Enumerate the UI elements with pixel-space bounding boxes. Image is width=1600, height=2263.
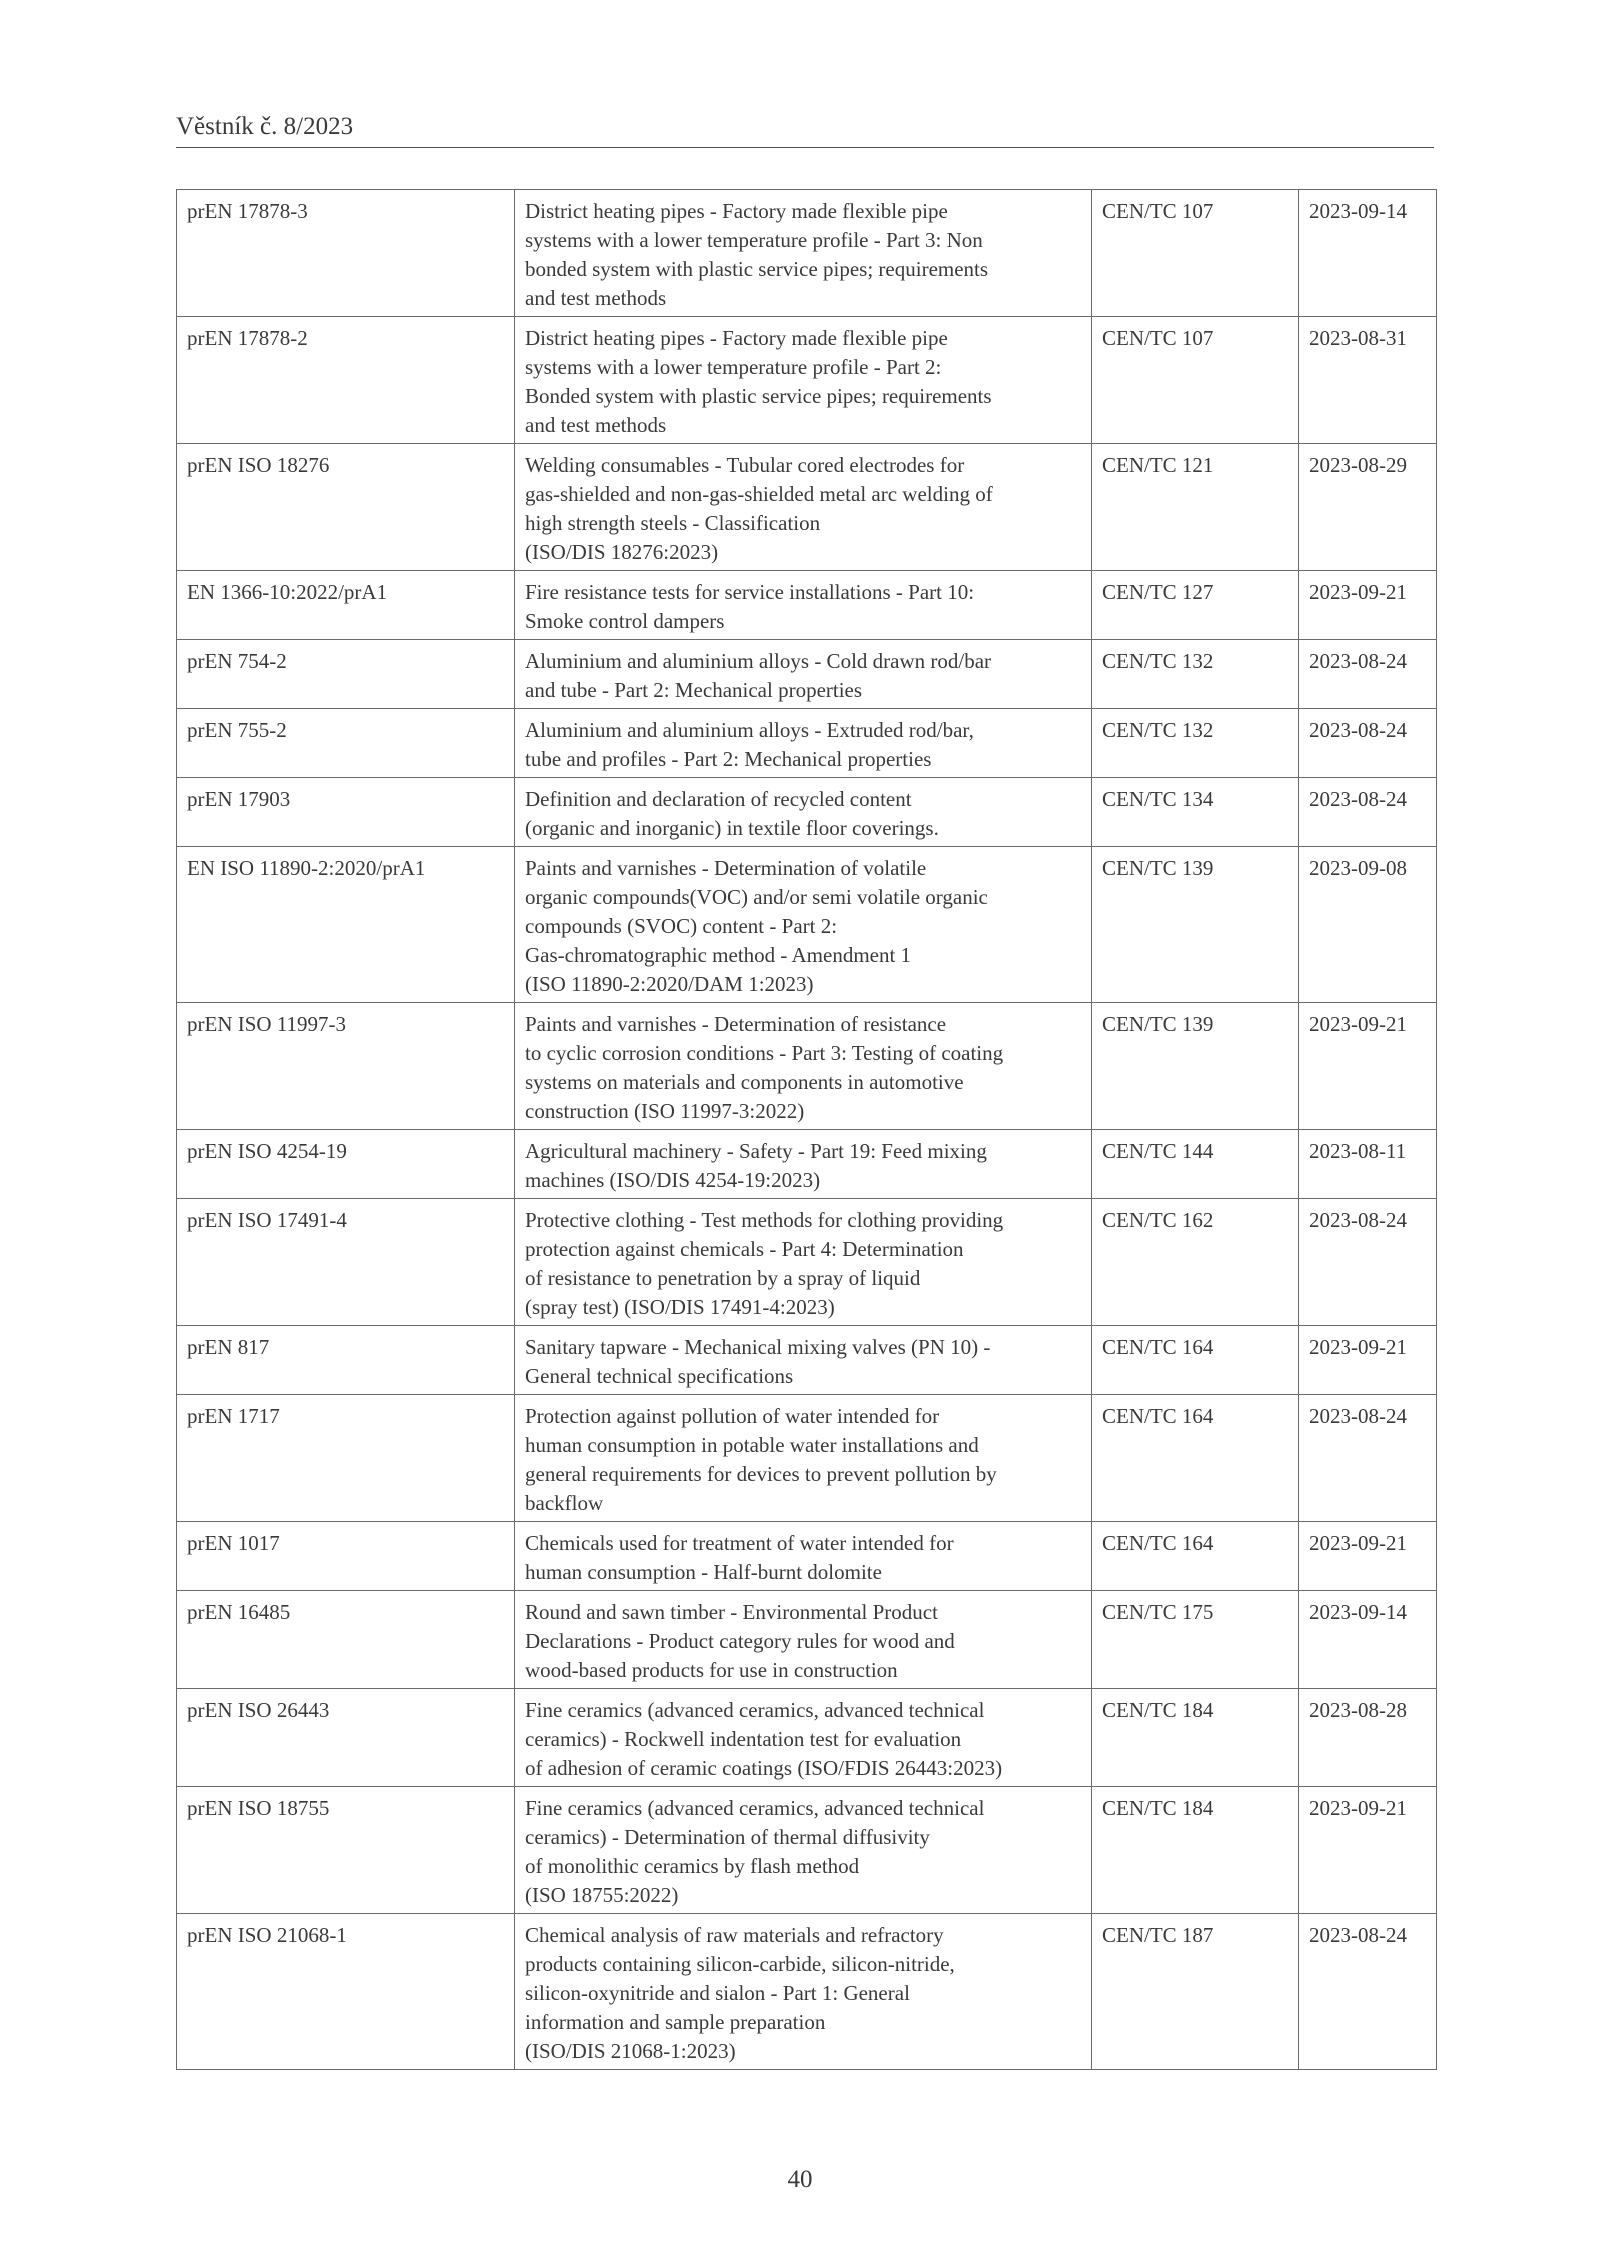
standard-title-line: human consumption - Half-burnt dolomite — [525, 1560, 882, 1584]
standard-title-line: of monolithic ceramics by flash method — [525, 1854, 860, 1878]
standard-title-cell — [515, 1914, 1092, 2070]
standard-title-cell — [515, 1326, 1092, 1395]
standard-title-line: Gas-chromatographic method - Amendment 1 — [525, 943, 912, 967]
standard-title-line: to cyclic corrosion conditions - Part 3: Testing of coating — [525, 1041, 1004, 1065]
committee-cell: CEN/TC 107 — [1092, 190, 1299, 317]
standard-code-cell: prEN 817 — [177, 1326, 515, 1395]
deadline-date-cell: 2023-09-21 — [1299, 1787, 1437, 1914]
page-header — [176, 112, 1434, 148]
standard-title-line: Smoke control dampers — [525, 609, 725, 633]
standard-title-line: systems on materials and components in automotive — [525, 1070, 964, 1094]
table-row — [177, 1003, 1437, 1130]
standard-title-line: Sanitary tapware - Mechanical mixing valves (PN 10) - — [525, 1335, 991, 1359]
standard-title-line: of adhesion of ceramic coatings (ISO/FDIS 26443:2023) — [525, 1756, 1003, 1780]
standard-title-line: Protection against pollution of water intended for — [525, 1404, 940, 1428]
committee-cell: CEN/TC 132 — [1092, 709, 1299, 778]
standard-code-cell: prEN ISO 26443 — [177, 1689, 515, 1787]
standard-title-line: construction (ISO 11997-3:2022) — [525, 1099, 805, 1123]
standard-title-cell — [515, 190, 1092, 317]
standard-title-cell — [515, 847, 1092, 1003]
standard-title-cell — [515, 1689, 1092, 1787]
standard-code-cell: prEN ISO 11997-3 — [177, 1003, 515, 1130]
standard-title-cell — [515, 1787, 1092, 1914]
standard-title-cell — [515, 444, 1092, 571]
standard-code-cell: prEN ISO 21068-1 — [177, 1914, 515, 2070]
standard-title-line: (ISO 11890-2:2020/DAM 1:2023) — [525, 972, 814, 996]
standard-code-cell: prEN 754-2 — [177, 640, 515, 709]
standard-code-cell: prEN ISO 18755 — [177, 1787, 515, 1914]
standard-title-line: gas-shielded and non-gas-shielded metal arc welding of — [525, 482, 993, 506]
standard-title-line: General technical specifications — [525, 1364, 794, 1388]
committee-cell: CEN/TC 132 — [1092, 640, 1299, 709]
deadline-date-cell: 2023-08-24 — [1299, 1914, 1437, 2070]
standard-title-line: Agricultural machinery - Safety - Part 19: Feed mixing — [525, 1139, 987, 1163]
committee-cell: CEN/TC 184 — [1092, 1689, 1299, 1787]
committee-cell: CEN/TC 175 — [1092, 1591, 1299, 1689]
committee-cell: CEN/TC 144 — [1092, 1130, 1299, 1199]
table-row — [177, 444, 1437, 571]
table-row — [177, 1395, 1437, 1522]
deadline-date-cell: 2023-09-21 — [1299, 1522, 1437, 1591]
committee-cell: CEN/TC 164 — [1092, 1395, 1299, 1522]
deadline-date-cell: 2023-09-21 — [1299, 571, 1437, 640]
standard-title-line: Fine ceramics (advanced ceramics, advanced technical — [525, 1698, 985, 1722]
standard-title-line: Round and sawn timber - Environmental Product — [525, 1600, 938, 1624]
deadline-date-cell: 2023-08-11 — [1299, 1130, 1437, 1199]
committee-cell: CEN/TC 107 — [1092, 317, 1299, 444]
standard-code-cell: prEN 17903 — [177, 778, 515, 847]
deadline-date-cell: 2023-09-21 — [1299, 1003, 1437, 1130]
standard-title-cell — [515, 640, 1092, 709]
deadline-date-cell: 2023-08-29 — [1299, 444, 1437, 571]
standard-title-line: systems with a lower temperature profile - Part 3: Non — [525, 228, 983, 252]
standard-title-line: machines (ISO/DIS 4254-19:2023) — [525, 1168, 821, 1192]
table-row — [177, 1199, 1437, 1326]
standard-title-line: Definition and declaration of recycled content — [525, 787, 912, 811]
standard-title-line: ceramics) - Determination of thermal diffusivity — [525, 1825, 930, 1849]
table-row — [177, 190, 1437, 317]
standard-title-line: Fine ceramics (advanced ceramics, advanced technical — [525, 1796, 985, 1820]
standard-title-line: products containing silicon-carbide, silicon-nitride, — [525, 1952, 955, 1976]
standard-title-line: and tube - Part 2: Mechanical properties — [525, 678, 863, 702]
standard-title-cell — [515, 1130, 1092, 1199]
standard-title-line: District heating pipes - Factory made flexible pipe — [525, 326, 948, 350]
standard-title-cell — [515, 1003, 1092, 1130]
standard-title-line: Paints and varnishes - Determination of volatile — [525, 856, 927, 880]
standard-title-line: (ISO/DIS 21068-1:2023) — [525, 2039, 736, 2063]
standard-code-cell: prEN ISO 4254-19 — [177, 1130, 515, 1199]
standard-title-line: wood-based products for use in construction — [525, 1658, 898, 1682]
standard-title-line: Bonded system with plastic service pipes; requirements — [525, 384, 992, 408]
standard-title-line: systems with a lower temperature profile - Part 2: — [525, 355, 942, 379]
standard-title-line: District heating pipes - Factory made flexible pipe — [525, 199, 948, 223]
standard-title-line: (spray test) (ISO/DIS 17491-4:2023) — [525, 1295, 835, 1319]
page-number: 40 — [787, 2166, 813, 2193]
standard-title-line: tube and profiles - Part 2: Mechanical properties — [525, 747, 932, 771]
committee-cell: CEN/TC 164 — [1092, 1522, 1299, 1591]
standard-title-line: backflow — [525, 1491, 604, 1515]
standard-title-cell — [515, 1522, 1092, 1591]
table-row — [177, 640, 1437, 709]
standard-title-cell — [515, 709, 1092, 778]
deadline-date-cell: 2023-09-14 — [1299, 190, 1437, 317]
committee-cell: CEN/TC 164 — [1092, 1326, 1299, 1395]
committee-cell: CEN/TC 187 — [1092, 1914, 1299, 2070]
standard-title-line: Aluminium and aluminium alloys - Cold drawn rod/bar — [525, 649, 992, 673]
deadline-date-cell: 2023-08-28 — [1299, 1689, 1437, 1787]
table-row — [177, 1130, 1437, 1199]
journal-title: Věstník č. 8/2023 — [176, 113, 354, 140]
standard-title-line: Protective clothing - Test methods for clothing providing — [525, 1208, 1004, 1232]
table-row — [177, 317, 1437, 444]
standard-title-line: Paints and varnishes - Determination of resistance — [525, 1012, 947, 1036]
committee-cell: CEN/TC 127 — [1092, 571, 1299, 640]
standard-title-line: general requirements for devices to prevent pollution by — [525, 1462, 997, 1486]
standard-code-cell: prEN ISO 18276 — [177, 444, 515, 571]
standard-code-cell: EN 1366-10:2022/prA1 — [177, 571, 515, 640]
standard-title-cell — [515, 1199, 1092, 1326]
standard-title-cell — [515, 571, 1092, 640]
table-row — [177, 778, 1437, 847]
standard-code-cell: prEN 17878-2 — [177, 317, 515, 444]
standards-table-body — [177, 190, 1437, 2070]
table-row — [177, 1522, 1437, 1591]
standard-title-line: (ISO/DIS 18276:2023) — [525, 540, 719, 564]
standard-code-cell: prEN 1017 — [177, 1522, 515, 1591]
table-row — [177, 1689, 1437, 1787]
standard-title-line: Declarations - Product category rules for wood and — [525, 1629, 955, 1653]
standard-code-cell: prEN 1717 — [177, 1395, 515, 1522]
deadline-date-cell: 2023-08-31 — [1299, 317, 1437, 444]
standard-title-line: information and sample preparation — [525, 2010, 826, 2034]
standard-title-cell — [515, 1591, 1092, 1689]
standards-table — [176, 189, 1437, 2070]
standard-title-line: ceramics) - Rockwell indentation test for evaluation — [525, 1727, 962, 1751]
deadline-date-cell: 2023-08-24 — [1299, 709, 1437, 778]
standard-title-line: human consumption in potable water installations and — [525, 1433, 979, 1457]
table-row — [177, 1591, 1437, 1689]
standard-title-line: bonded system with plastic service pipes; requirements — [525, 257, 989, 281]
deadline-date-cell: 2023-08-24 — [1299, 1199, 1437, 1326]
standard-title-cell — [515, 778, 1092, 847]
standard-code-cell: prEN 755-2 — [177, 709, 515, 778]
standard-title-line: Chemical analysis of raw materials and refractory — [525, 1923, 944, 1947]
deadline-date-cell: 2023-09-14 — [1299, 1591, 1437, 1689]
standard-code-cell: prEN 17878-3 — [177, 190, 515, 317]
standard-title-line: organic compounds(VOC) and/or semi volatile organic — [525, 885, 988, 909]
committee-cell: CEN/TC 139 — [1092, 1003, 1299, 1130]
table-row — [177, 1787, 1437, 1914]
standard-title-line: of resistance to penetration by a spray of liquid — [525, 1266, 921, 1290]
page-footer — [0, 2166, 1600, 2194]
deadline-date-cell: 2023-09-08 — [1299, 847, 1437, 1003]
standard-code-cell: EN ISO 11890-2:2020/prA1 — [177, 847, 515, 1003]
committee-cell: CEN/TC 134 — [1092, 778, 1299, 847]
standard-title-line: Chemicals used for treatment of water intended for — [525, 1531, 954, 1555]
standard-title-line: (ISO 18755:2022) — [525, 1883, 679, 1907]
standard-title-line: silicon-oxynitride and sialon - Part 1: General — [525, 1981, 910, 2005]
deadline-date-cell: 2023-08-24 — [1299, 640, 1437, 709]
standard-title-line: Welding consumables - Tubular cored electrodes for — [525, 453, 965, 477]
table-row — [177, 571, 1437, 640]
table-row — [177, 709, 1437, 778]
table-row — [177, 1914, 1437, 2070]
committee-cell: CEN/TC 121 — [1092, 444, 1299, 571]
deadline-date-cell: 2023-08-24 — [1299, 778, 1437, 847]
deadline-date-cell: 2023-09-21 — [1299, 1326, 1437, 1395]
standard-title-line: and test methods — [525, 286, 667, 310]
standard-title-cell — [515, 1395, 1092, 1522]
table-row — [177, 847, 1437, 1003]
standard-title-line: Aluminium and aluminium alloys - Extruded rod/bar, — [525, 718, 974, 742]
deadline-date-cell: 2023-08-24 — [1299, 1395, 1437, 1522]
standard-code-cell: prEN 16485 — [177, 1591, 515, 1689]
standard-title-line: (organic and inorganic) in textile floor coverings. — [525, 816, 939, 840]
standard-title-line: high strength steels - Classification — [525, 511, 821, 535]
standard-title-line: and test methods — [525, 413, 667, 437]
table-row — [177, 1326, 1437, 1395]
committee-cell: CEN/TC 162 — [1092, 1199, 1299, 1326]
committee-cell: CEN/TC 184 — [1092, 1787, 1299, 1914]
standard-title-line: compounds (SVOC) content - Part 2: — [525, 914, 838, 938]
standard-title-line: Fire resistance tests for service installations - Part 10: — [525, 580, 975, 604]
standard-title-line: protection against chemicals - Part 4: Determination — [525, 1237, 964, 1261]
standard-title-cell — [515, 317, 1092, 444]
committee-cell: CEN/TC 139 — [1092, 847, 1299, 1003]
standard-code-cell: prEN ISO 17491-4 — [177, 1199, 515, 1326]
